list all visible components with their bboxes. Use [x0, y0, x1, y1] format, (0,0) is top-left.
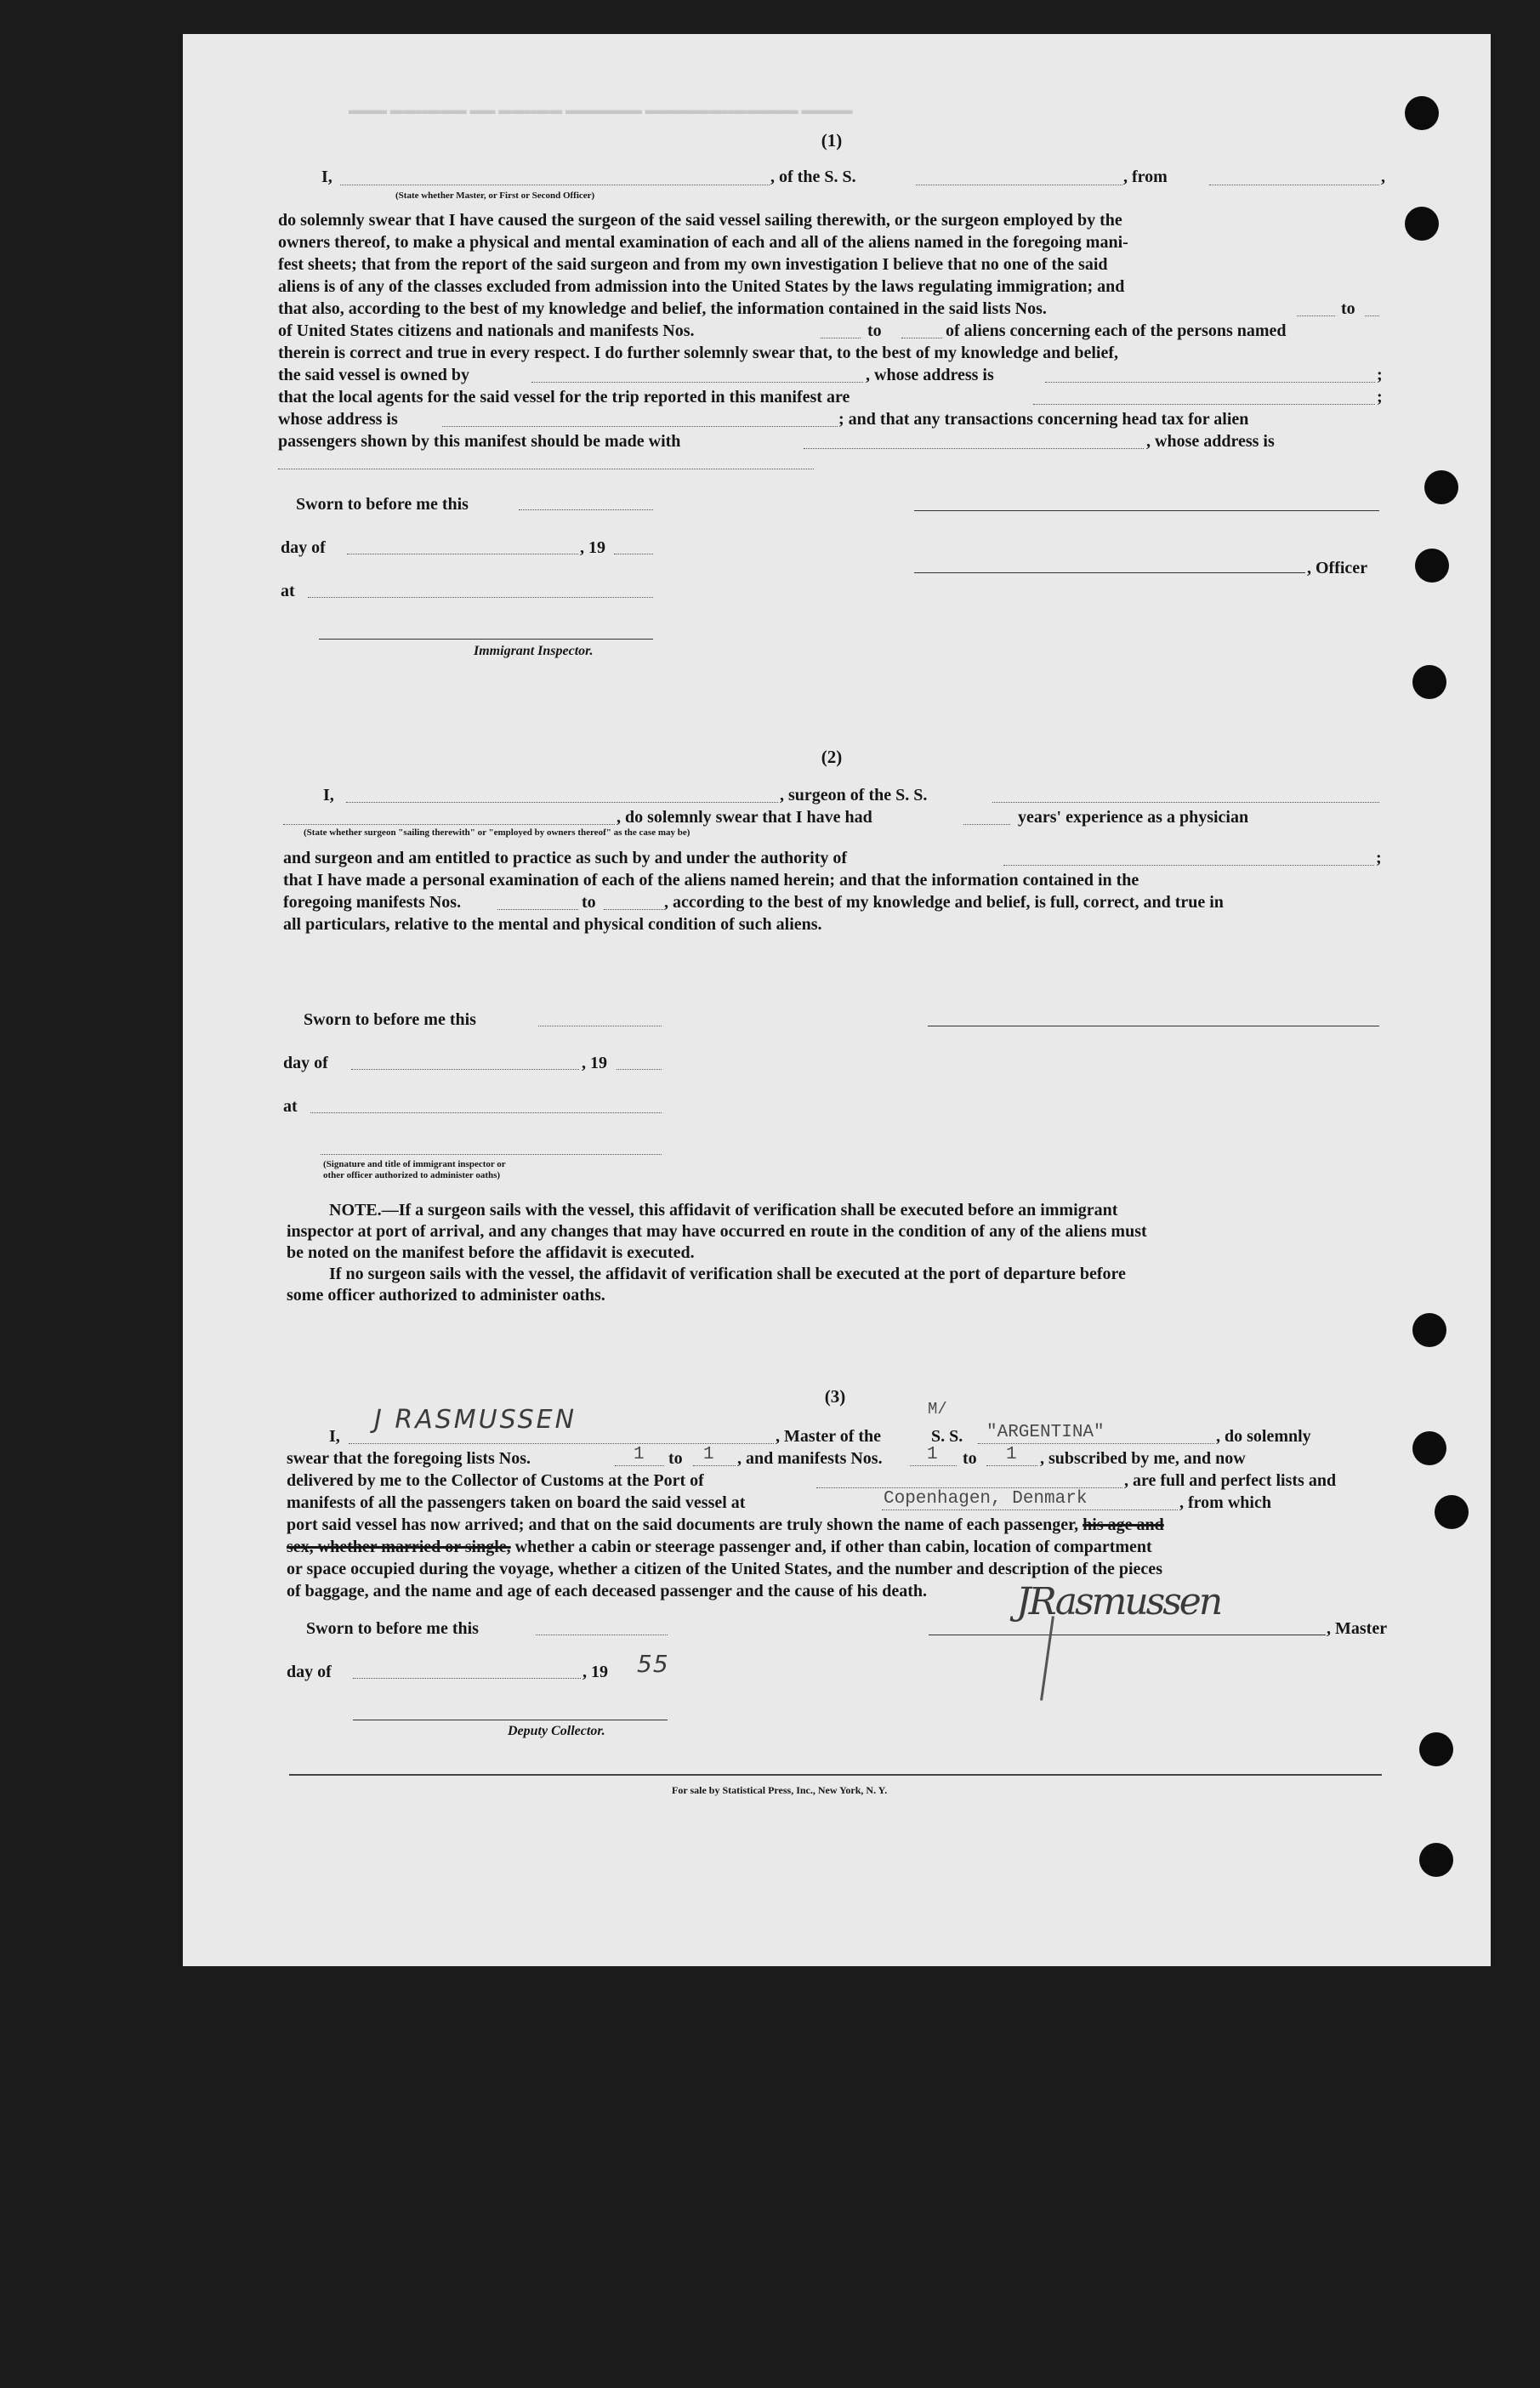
text: manifests of all the passengers taken on board the said vessel at [287, 1493, 746, 1512]
text: I, [323, 786, 334, 805]
section-number-2: (2) [821, 747, 843, 767]
caption: Immigrant Inspector. [474, 644, 594, 658]
text: , 19 [580, 538, 605, 557]
punch-hole [1412, 1431, 1446, 1465]
text: years' experience as a physician [1018, 808, 1249, 827]
text: to [867, 321, 882, 340]
text: to [668, 1449, 683, 1468]
text: some officer authorized to administer oaths. [287, 1286, 605, 1305]
text: that also, according to the best of my knowledge and belief, the information contained in the said lists Nos. [278, 299, 1047, 318]
text: whose address is [278, 410, 398, 429]
caption: (Signature and title of immigrant inspector or [323, 1159, 506, 1169]
text: ; [1377, 366, 1383, 384]
typed-manifest-from: 1 [927, 1445, 938, 1464]
typed-manifest-to: 1 [1006, 1445, 1017, 1464]
text: that I have made a personal examination of each of the aliens named herein; and that the information contained in the [283, 871, 1139, 890]
signature-stroke [1040, 1616, 1054, 1700]
bleed-through-text: ▬▬▬ ▬▬▬▬▬▬ ▬▬ ▬▬▬▬▬ ▬▬▬▬▬▬ ▬▬▬▬▬▬▬▬▬▬▬▬ ▬▬▬▬ [349, 104, 853, 117]
text: , whose address is [1146, 432, 1275, 451]
punch-hole [1424, 470, 1458, 504]
master-signature: JRasmussen [1016, 1580, 1221, 1623]
text: that the local agents for the said vessel for the trip reported in this manifest are [278, 388, 850, 407]
text: , 19 [582, 1054, 607, 1072]
note: NOTE.—If a surgeon sails with the vessel, this affidavit of verification shall be executed before an immigrant [329, 1201, 1118, 1220]
text: sex, whether married or single, whether a cabin or steerage passenger and, if other than cabin, location of compartment [287, 1538, 1152, 1556]
text: to [1341, 299, 1355, 318]
section-number-3: (3) [824, 1386, 846, 1407]
text: , whose address is [866, 366, 994, 384]
handwritten-year: 55 [637, 1650, 669, 1678]
text: , according to the best of my knowledge and belief, is full, correct, and true in [664, 893, 1224, 912]
text: therein is correct and true in every respect. I do further solemnly swear that, to the best of my knowledge and belief, [278, 344, 1119, 362]
text: the said vessel is owned by [278, 366, 470, 384]
text: , and manifests Nos. [737, 1449, 883, 1468]
text: I, [329, 1427, 340, 1446]
typed-list-from: 1 [634, 1445, 645, 1464]
text: of United States citizens and nationals and manifests Nos. [278, 321, 695, 340]
text: , do solemnly [1216, 1427, 1311, 1446]
text: swear that the foregoing lists Nos. [287, 1449, 531, 1468]
typed-vessel-name: "ARGENTINA" [986, 1423, 1105, 1442]
text: port said vessel has now arrived; and that on the said documents are truly shown the name of each passenger, his age and [287, 1515, 1164, 1534]
punch-hole [1405, 207, 1439, 241]
text: , Master of the [776, 1427, 882, 1446]
punch-hole [1412, 1313, 1446, 1347]
text: inspector at port of arrival, and any changes that may have occurred en route in the condition of any of the aliens must [287, 1222, 1147, 1241]
text: , [1381, 168, 1385, 186]
handwritten-name: J RASMUSSEN [374, 1405, 577, 1435]
text: , from [1123, 168, 1168, 186]
text: day of [281, 538, 326, 557]
text: S. S. [931, 1427, 963, 1446]
footer: For sale by Statistical Press, Inc., New York, N. Y. [672, 1784, 888, 1796]
text: , of the S. S. [770, 168, 856, 186]
text: If no surgeon sails with the vessel, the affidavit of verification shall be executed at the port of departure before [329, 1265, 1126, 1283]
text: delivered by me to the Collector of Customs at the Port of [287, 1471, 704, 1490]
punch-hole [1415, 549, 1449, 583]
text: day of [283, 1054, 328, 1072]
text: day of [287, 1663, 332, 1681]
text: , surgeon of the S. S. [780, 786, 928, 805]
text: be noted on the manifest before the affidavit is executed. [287, 1243, 695, 1262]
text: , are full and perfect lists and [1124, 1471, 1337, 1490]
text: ; [1376, 849, 1382, 867]
text: to [582, 893, 596, 912]
caption: other officer authorized to administer oaths) [323, 1170, 501, 1180]
text: Sworn to before me this [296, 495, 469, 514]
text: Sworn to before me this [306, 1619, 479, 1638]
text: , do solemnly swear that I have had [617, 808, 872, 827]
text: owners thereof, to make a physical and mental examination of each and all of the aliens named in the foregoing mani- [278, 233, 1128, 252]
text: , 19 [582, 1663, 608, 1681]
typed-list-to: 1 [703, 1445, 714, 1464]
text: fest sheets; that from the report of the said surgeon and from my own investigation I believe that no one of the said [278, 255, 1108, 274]
text: Sworn to before me this [304, 1010, 476, 1029]
text: ; and that any transactions concerning head tax for alien [838, 410, 1249, 429]
typed-ms-mark: M/ [928, 1400, 947, 1419]
text: of baggage, and the name and age of each deceased passenger and the cause of his death. [287, 1582, 927, 1601]
caption: (State whether surgeon "sailing therewith" or "employed by owners thereof" as the case may be) [304, 827, 690, 838]
text: , from which [1179, 1493, 1271, 1512]
text: aliens is of any of the classes excluded from admission into the United States by the laws regulating immigration; and [278, 277, 1125, 296]
document-page [183, 34, 1491, 1966]
caption: (State whether Master, or First or Second Officer) [395, 190, 595, 201]
text: do solemnly swear that I have caused the surgeon of the said vessel sailing therewith, or the surgeon employed by the [278, 211, 1122, 230]
text: ; [1377, 388, 1383, 407]
text: passengers shown by this manifest should be made with [278, 432, 681, 451]
punch-hole [1419, 1732, 1453, 1766]
punch-hole [1419, 1843, 1453, 1877]
text: all particulars, relative to the mental and physical condition of such aliens. [283, 915, 822, 934]
punch-hole [1435, 1495, 1469, 1529]
typed-port: Copenhagen, Denmark [884, 1489, 1088, 1509]
text: of aliens concerning each of the persons named [946, 321, 1287, 340]
caption: Deputy Collector. [508, 1724, 605, 1738]
text: at [283, 1097, 298, 1116]
text: to [963, 1449, 977, 1468]
text: I, [321, 168, 332, 186]
text: , Master [1327, 1619, 1388, 1638]
text: , subscribed by me, and now [1040, 1449, 1246, 1468]
text: or space occupied during the voyage, whether a citizen of the United States, and the number and description of the pieces [287, 1560, 1162, 1578]
punch-hole [1405, 96, 1439, 130]
text: , Officer [1307, 559, 1368, 577]
punch-hole [1412, 665, 1446, 699]
text: foregoing manifests Nos. [283, 893, 462, 912]
text: and surgeon and am entitled to practice as such by and under the authority of [283, 849, 848, 867]
text: at [281, 582, 295, 600]
section-number-1: (1) [821, 130, 843, 151]
